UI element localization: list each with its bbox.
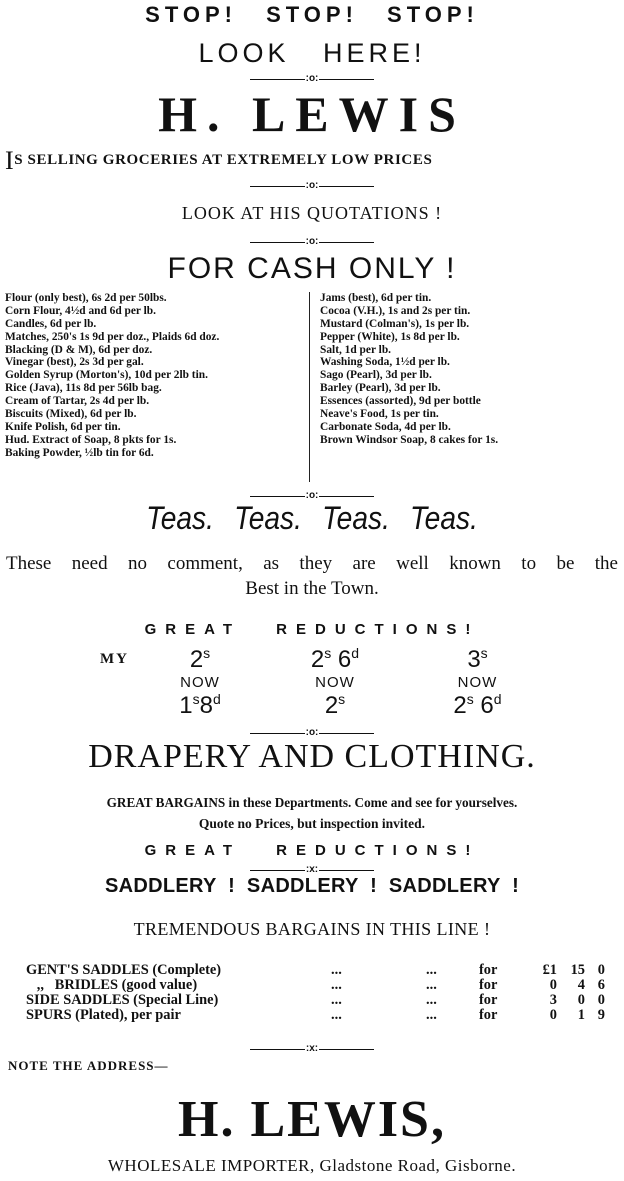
list-item: Baking Powder, ½lb tin for 6d. — [5, 446, 154, 459]
list-item: Rice (Java), 11s 8d per 56lb bag. — [5, 382, 162, 395]
quotations-heading: LOOK AT HIS QUOTATIONS ! — [181, 203, 443, 223]
price-column-3 — [435, 645, 520, 720]
address-line — [0, 1156, 624, 1176]
saddlery-price-table — [26, 963, 605, 1023]
stop-headline: STOP! STOP! STOP! — [145, 2, 479, 27]
address-bold: WHOLESALE IMPORTER, — [107, 1156, 315, 1175]
new-price: 1$^s$8$^d$ — [179, 691, 221, 719]
list-item: Pepper (White), 1s 8d per lb. — [320, 330, 460, 343]
list-item: Mustard (Colman's), 1s per lb. — [320, 317, 470, 330]
table-row: ,, BRIDLES (good value) ... ... for 0 4 6 — [26, 977, 605, 993]
price-column-2 — [295, 645, 375, 720]
my-label: MY — [100, 651, 129, 667]
drapery-heading: DRAPERY AND CLOTHING. — [88, 738, 536, 775]
list-item: Sago (Pearl), 3d per lb. — [320, 369, 432, 382]
separator: :o: — [0, 236, 624, 248]
list-item: Candles, 6d per lb. — [5, 317, 97, 330]
separator: :o: — [0, 727, 624, 739]
address-rest: Gladstone Road, Gisborne. — [314, 1156, 517, 1175]
grocery-list-left — [5, 292, 219, 460]
old-price: 3$^s$ — [467, 645, 488, 673]
now-label: NOW — [180, 674, 220, 691]
list-item: Cream of Tartar, 2s 4d per lb. — [5, 395, 150, 408]
grocery-list-right — [320, 292, 498, 447]
now-label: NOW — [457, 674, 498, 691]
separator: :x: — [0, 1043, 624, 1055]
drapery-bargains-line: GREAT BARGAINS in these Departments. Come and see for yourselves. — [106, 795, 518, 810]
list-item: Matches, 250's 1s 9d per doz., Plaids 6d doz. — [5, 330, 220, 343]
teas-heading: Teas. Teas. Teas. Teas. — [146, 500, 478, 536]
teas-comment-line2: Best in the Town. — [245, 578, 379, 599]
new-price: 2$^s$ 6$^d$ — [453, 691, 502, 719]
table-row: SPURS (Plated), per pair ... ... for 0 1 9 — [26, 1007, 605, 1023]
merchant-name-footer: H. LEWIS, — [178, 1091, 446, 1148]
list-item: Golden Syrup (Morton's), 10d per 2lb tin. — [5, 369, 208, 382]
list-item: Salt, 1d per lb. — [320, 343, 391, 356]
list-item: Neave's Food, 1s per tin. — [320, 408, 439, 421]
old-price: 2$^s$ — [189, 645, 211, 673]
list-item: Corn Flour, 4½d and 6d per lb. — [5, 304, 156, 317]
list-item: Jams (best), 6d per tin. — [320, 292, 432, 304]
list-item: Flour (only best), 6s 2d per 50lbs. — [5, 292, 167, 304]
list-item: Essences (assorted), 9d per bottle — [320, 395, 481, 408]
list-item: Cocoa (V.H.), 1s and 2s per tin. — [320, 304, 471, 317]
look-here-headline: LOOK HERE! — [198, 38, 426, 68]
list-item: Brown Windsor Soap, 8 cakes for 1s. — [320, 433, 499, 446]
great-reductions-heading: GREAT REDUCTIONS! — [144, 621, 480, 638]
list-item: Biscuits (Mixed), 6d per lb. — [5, 408, 137, 421]
list-item: Blacking (D & M), 6d per doz. — [5, 343, 153, 356]
great-reductions-heading-2: GREAT REDUCTIONS! — [144, 842, 480, 859]
list-item: Washing Soda, 1½d per lb. — [320, 356, 450, 369]
list-item: Hud. Extract of Soap, 8 pkts for 1s. — [5, 433, 177, 446]
separator: :o: — [0, 73, 624, 85]
saddlery-heading: SADDLERY ! SADDLERY ! SADDLERY ! — [104, 875, 520, 897]
merchant-name-heading: H. LEWIS — [158, 86, 466, 142]
separator: :o: — [0, 490, 624, 502]
separator: :x: — [0, 864, 624, 876]
selling-line — [5, 146, 624, 176]
table-row: SIDE SADDLES (Special Line) ... ... for 3 0 0 — [26, 992, 605, 1008]
teas-comment-line1: These need no comment, as they are well known to be the — [6, 553, 618, 574]
new-price: 2$^s$ — [324, 691, 346, 719]
cash-only-heading: FOR CASH ONLY ! — [167, 252, 457, 285]
list-item: Vinegar (best), 2s 3d per gal. — [5, 356, 144, 369]
tremendous-bargains-line: TREMENDOUS BARGAINS IN THIS LINE ! — [133, 919, 491, 939]
table-row: GENT'S SADDLES (Complete) ... ... for £1 15 0 — [26, 962, 605, 978]
separator: :o: — [0, 180, 624, 192]
list-item: Knife Polish, 6d per tin. — [5, 420, 121, 433]
list-item: Carbonate Soda, 4d per lb. — [320, 420, 451, 433]
selling-text: S SELLING GROCERIES AT EXTREMELY LOW PRICES — [14, 152, 433, 168]
price-column-1 — [165, 645, 235, 720]
drapery-quote-line: Quote no Prices, but inspection invited. — [198, 816, 426, 831]
note-address-label: NOTE THE ADDRESS— — [8, 1058, 169, 1073]
old-price: 2$^s$ 6$^d$ — [310, 645, 360, 673]
drop-cap: I — [5, 146, 15, 175]
list-item: Barley (Pearl), 3d per lb. — [320, 382, 441, 395]
now-label: NOW — [315, 674, 355, 691]
column-divider — [309, 292, 310, 482]
